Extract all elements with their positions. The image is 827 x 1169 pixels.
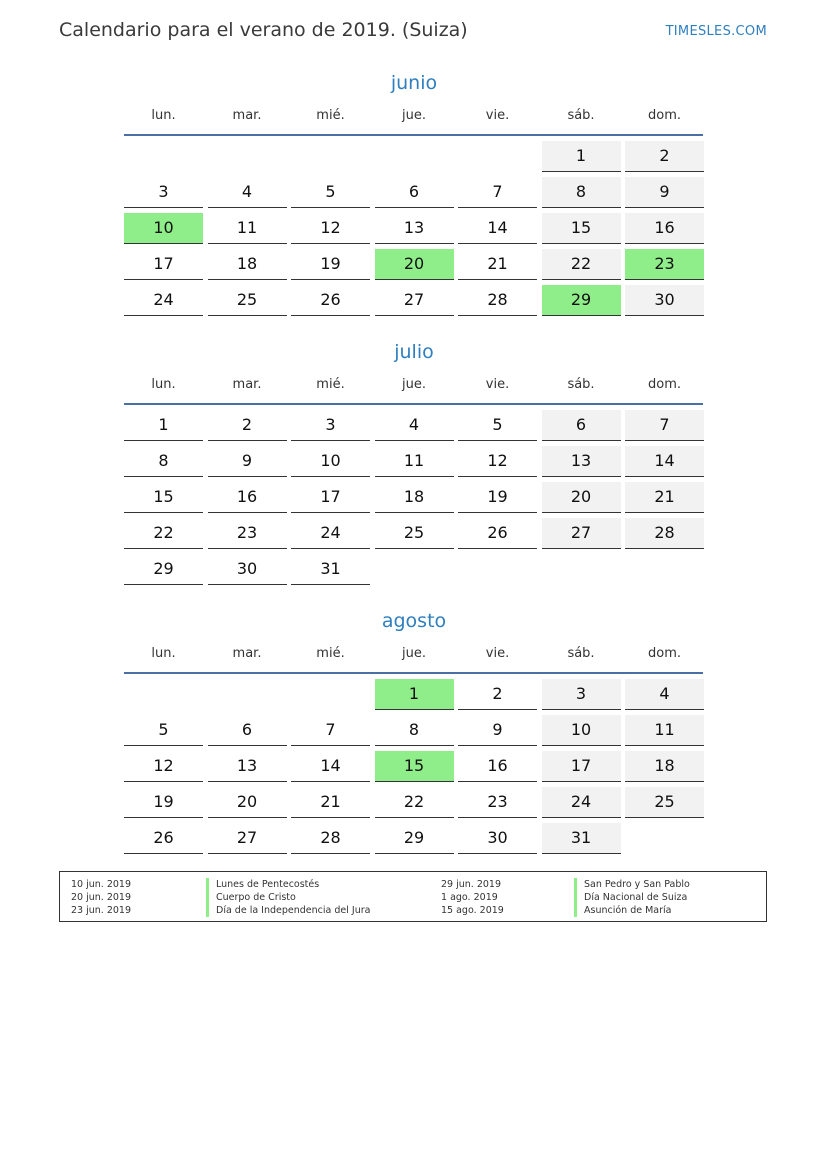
day-cell: 20 xyxy=(542,482,621,513)
day-cell: 2 xyxy=(458,679,537,710)
empty-day-cell xyxy=(124,141,203,171)
day-cell: 19 xyxy=(124,787,203,818)
month-august xyxy=(124,608,704,858)
day-cell: 8 xyxy=(124,446,203,477)
day-cell: 28 xyxy=(625,518,704,549)
weekday-label: lun. xyxy=(151,107,176,123)
day-cell: 25 xyxy=(625,787,704,818)
day-cell: 25 xyxy=(208,285,287,316)
day-cell: 30 xyxy=(208,554,287,585)
day-cell: 4 xyxy=(208,177,287,208)
empty-day-cell xyxy=(208,679,287,709)
site-link[interactable]: TIMESLES.COM xyxy=(665,24,767,39)
day-cell: 21 xyxy=(625,482,704,513)
week-row xyxy=(124,786,704,822)
empty-day-cell xyxy=(291,679,370,709)
legend-holiday-name: San Pedro y San Pablo xyxy=(574,878,690,891)
day-cell: 9 xyxy=(208,446,287,477)
week-row xyxy=(124,445,704,481)
day-cell: 13 xyxy=(375,213,454,244)
day-cell: 27 xyxy=(375,285,454,316)
day-cell: 23 xyxy=(208,518,287,549)
day-cell: 26 xyxy=(291,285,370,316)
day-cell: 24 xyxy=(291,518,370,549)
day-cell: 23 xyxy=(458,787,537,818)
weekday-label: sáb. xyxy=(567,376,595,392)
day-cell: 9 xyxy=(458,715,537,746)
day-cell: 13 xyxy=(208,751,287,782)
weekday-header xyxy=(124,365,704,403)
legend-holiday-name: Asunción de María xyxy=(574,904,672,917)
header-divider xyxy=(124,134,703,136)
day-cell: 26 xyxy=(124,823,203,854)
weekday-label: sáb. xyxy=(567,107,595,123)
empty-day-cell xyxy=(375,141,454,171)
empty-day-cell xyxy=(542,554,621,584)
legend-date: 1 ago. 2019 xyxy=(441,892,498,903)
empty-day-cell xyxy=(458,554,537,584)
week-row xyxy=(124,517,704,553)
weekday-label: sáb. xyxy=(567,645,595,661)
week-row xyxy=(124,212,704,248)
legend-holiday-name: Día Nacional de Suiza xyxy=(574,891,687,904)
day-cell: 15 xyxy=(542,213,621,244)
month-june xyxy=(124,70,704,320)
day-cell: 4 xyxy=(625,679,704,710)
weekday-label: lun. xyxy=(151,376,176,392)
empty-day-cell xyxy=(375,554,454,584)
empty-day-cell xyxy=(625,554,704,584)
day-cell: 16 xyxy=(208,482,287,513)
day-cell: 10 xyxy=(291,446,370,477)
day-cell: 11 xyxy=(208,213,287,244)
day-cell: 11 xyxy=(625,715,704,746)
month-title: agosto xyxy=(381,610,447,632)
day-cell: 22 xyxy=(124,518,203,549)
empty-day-cell xyxy=(124,679,203,709)
weekday-label: vie. xyxy=(485,376,510,392)
holiday-legend xyxy=(59,871,767,922)
weekday-label: dom. xyxy=(647,645,681,661)
weekday-label: jue. xyxy=(402,645,426,661)
day-cell: 16 xyxy=(625,213,704,244)
weekday-label: jue. xyxy=(402,107,426,123)
empty-day-cell xyxy=(458,141,537,171)
day-cell: 29 xyxy=(375,823,454,854)
day-cell: 3 xyxy=(124,177,203,208)
week-row xyxy=(124,140,704,176)
week-row xyxy=(124,284,704,320)
day-cell: 31 xyxy=(542,823,621,854)
day-cell: 29 xyxy=(124,554,203,585)
month-title: julio xyxy=(394,341,434,363)
weekday-label: dom. xyxy=(647,107,681,123)
day-cell: 12 xyxy=(124,751,203,782)
day-cell: 24 xyxy=(542,787,621,818)
day-cell: 13 xyxy=(542,446,621,477)
day-cell: 21 xyxy=(291,787,370,818)
weekday-label: lun. xyxy=(151,645,176,661)
day-cell: 12 xyxy=(291,213,370,244)
legend-date: 20 jun. 2019 xyxy=(71,892,132,903)
day-cell: 27 xyxy=(208,823,287,854)
day-cell: 1 xyxy=(542,141,621,172)
legend-date: 10 jun. 2019 xyxy=(71,879,132,890)
day-cell: 25 xyxy=(375,518,454,549)
day-cell: 22 xyxy=(375,787,454,818)
day-cell: 20 xyxy=(375,249,454,280)
day-cell: 9 xyxy=(625,177,704,208)
weekday-label: mié. xyxy=(316,376,345,392)
day-cell: 2 xyxy=(625,141,704,172)
day-cell: 26 xyxy=(458,518,537,549)
day-cell: 5 xyxy=(124,715,203,746)
day-cell: 17 xyxy=(291,482,370,513)
day-cell: 28 xyxy=(458,285,537,316)
day-cell: 28 xyxy=(291,823,370,854)
week-row xyxy=(124,553,704,589)
day-cell: 18 xyxy=(208,249,287,280)
day-cell: 21 xyxy=(458,249,537,280)
header-divider xyxy=(124,672,703,674)
day-cell: 22 xyxy=(542,249,621,280)
day-cell: 8 xyxy=(375,715,454,746)
day-cell: 30 xyxy=(458,823,537,854)
weekday-label: vie. xyxy=(485,645,510,661)
day-cell: 24 xyxy=(124,285,203,316)
weekday-label: mié. xyxy=(316,107,345,123)
weekday-label: jue. xyxy=(402,376,426,392)
legend-date: 15 ago. 2019 xyxy=(441,905,504,916)
week-row xyxy=(124,822,704,858)
day-cell: 1 xyxy=(375,679,454,710)
weekday-label: mar. xyxy=(232,645,262,661)
day-cell: 23 xyxy=(625,249,704,280)
day-cell: 14 xyxy=(625,446,704,477)
legend-holiday-name: Cuerpo de Cristo xyxy=(206,891,296,904)
month-title: junio xyxy=(390,72,438,94)
week-row xyxy=(124,481,704,517)
page-title: Calendario para el verano de 2019. (Suiza) xyxy=(59,19,468,41)
day-cell: 20 xyxy=(208,787,287,818)
legend-holiday-name: Día de la Independencia del Jura xyxy=(206,904,370,917)
week-row xyxy=(124,678,704,714)
day-cell: 15 xyxy=(375,751,454,782)
empty-day-cell xyxy=(208,141,287,171)
day-cell: 10 xyxy=(124,213,203,244)
day-cell: 16 xyxy=(458,751,537,782)
header-divider xyxy=(124,403,703,405)
weekday-label: vie. xyxy=(485,107,510,123)
legend-date: 29 jun. 2019 xyxy=(441,879,502,890)
week-row xyxy=(124,248,704,284)
day-cell: 7 xyxy=(458,177,537,208)
day-cell: 1 xyxy=(124,410,203,441)
legend-holiday-name: Lunes de Pentecostés xyxy=(206,878,319,891)
week-row xyxy=(124,714,704,750)
empty-day-cell xyxy=(625,823,704,853)
weekday-header xyxy=(124,96,704,134)
day-cell: 2 xyxy=(208,410,287,441)
day-cell: 17 xyxy=(542,751,621,782)
day-cell: 12 xyxy=(458,446,537,477)
month-july xyxy=(124,339,704,589)
weekday-label: mié. xyxy=(316,645,345,661)
day-cell: 3 xyxy=(291,410,370,441)
week-row xyxy=(124,176,704,212)
day-cell: 5 xyxy=(291,177,370,208)
day-cell: 6 xyxy=(208,715,287,746)
day-cell: 7 xyxy=(625,410,704,441)
day-cell: 27 xyxy=(542,518,621,549)
weekday-header xyxy=(124,634,704,672)
day-cell: 19 xyxy=(458,482,537,513)
day-cell: 4 xyxy=(375,410,454,441)
day-cell: 7 xyxy=(291,715,370,746)
day-cell: 17 xyxy=(124,249,203,280)
day-cell: 6 xyxy=(375,177,454,208)
weekday-label: mar. xyxy=(232,107,262,123)
day-cell: 14 xyxy=(458,213,537,244)
day-cell: 10 xyxy=(542,715,621,746)
weekday-label: dom. xyxy=(647,376,681,392)
day-cell: 8 xyxy=(542,177,621,208)
day-cell: 14 xyxy=(291,751,370,782)
legend-date: 23 jun. 2019 xyxy=(71,905,132,916)
day-cell: 5 xyxy=(458,410,537,441)
day-cell: 6 xyxy=(542,410,621,441)
day-cell: 30 xyxy=(625,285,704,316)
day-cell: 29 xyxy=(542,285,621,316)
day-cell: 18 xyxy=(625,751,704,782)
day-cell: 15 xyxy=(124,482,203,513)
week-row xyxy=(124,750,704,786)
weekday-label: mar. xyxy=(232,376,262,392)
week-row xyxy=(124,409,704,445)
day-cell: 11 xyxy=(375,446,454,477)
day-cell: 19 xyxy=(291,249,370,280)
day-cell: 3 xyxy=(542,679,621,710)
day-cell: 31 xyxy=(291,554,370,585)
day-cell: 18 xyxy=(375,482,454,513)
empty-day-cell xyxy=(291,141,370,171)
